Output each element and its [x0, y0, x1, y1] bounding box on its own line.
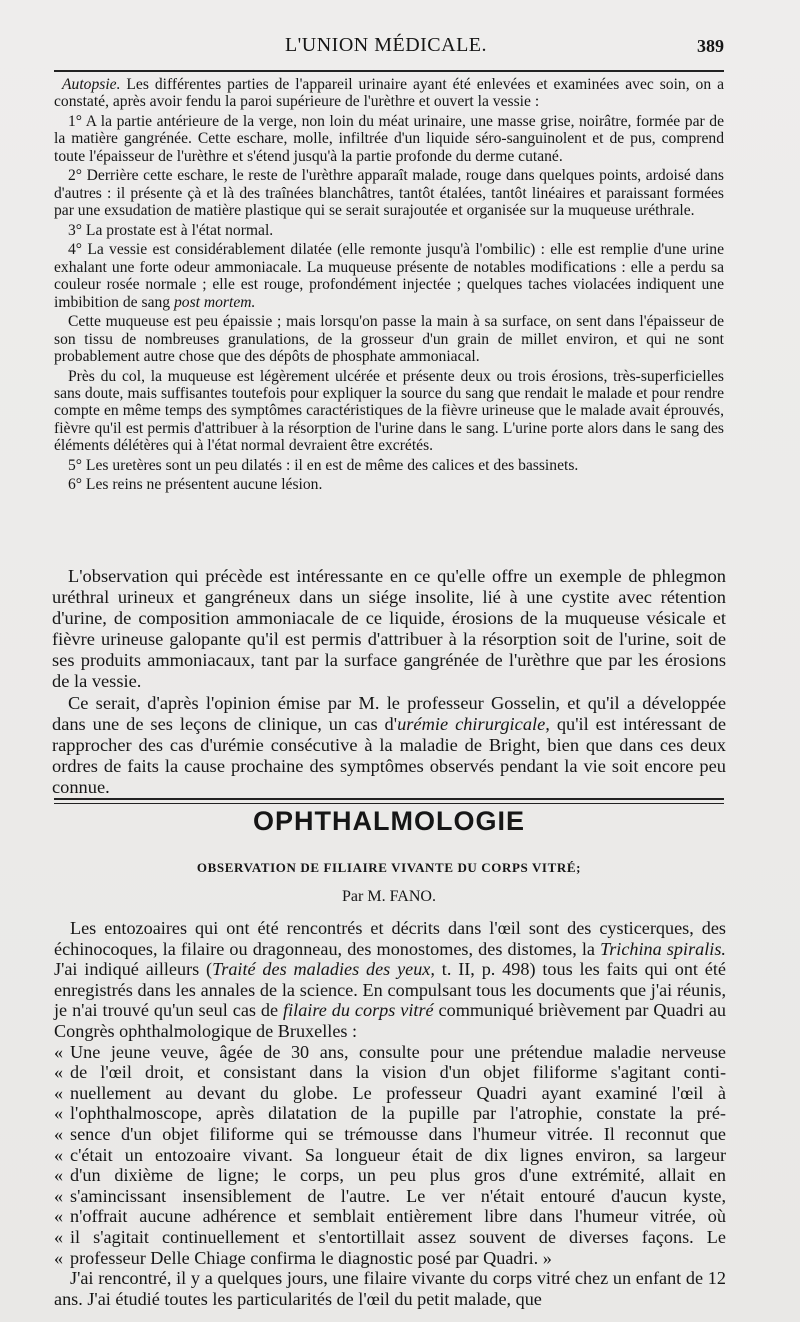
quote-mark: «	[54, 1226, 64, 1247]
quote-text: de l'œil droit, et consistant dans la vision d'un objet filiforme s'agitant conti-	[70, 1062, 726, 1083]
quote-mark: «	[54, 1247, 64, 1268]
ophthalmology-text	[54, 918, 726, 1309]
commentary-p2-a: Ce serait, d'après l'opinion émise par M. le professeur Gosselin, et qu'il a développée dans une de ses leçons de clinique, un cas d'	[52, 693, 726, 734]
quote-mark: «	[54, 1165, 64, 1186]
quote-mark: «	[54, 1082, 64, 1103]
autopsy-item-4	[54, 241, 724, 311]
journal-title: L'UNION MÉDICALE.	[284, 34, 488, 56]
quote-line	[54, 1165, 726, 1186]
autopsy-item-4-italic: post mortem.	[173, 293, 256, 311]
quote-text: professeur Delle Chiage confirma le diagnostic posé par Quadri. »	[70, 1247, 552, 1268]
p1-c: t. II, p. 498) tous les faits qui ont été enregistrés dans les annales de la science. En compulsant tous les documents que j'ai réunis, je n'ai trouvé qu'un seul cas de	[54, 959, 726, 1021]
autopsy-muqueuse-paragraph: Cette muqueuse est peu épaissie ; mais lorsqu'on passe la main à sa surface, on sent dans l'épaisseur de son tissu de nombreuses granulations, de la grosseur d'un grain de millet environ, et qui ne sont probablement autre chose que des dépôts de phosphate ammoniacal.	[54, 313, 724, 366]
autopsy-item-2: 2° Derrière cette eschare, le reste de l'urèthre apparaît malade, rouge dans quelques points, ardoisé dans d'autres : il présente çà et là des traînées blanchâtres, tantôt étalées, tantôt linéaires et paraissant formées par une exsudation de matière plastique qui se serait surajoutée et organisée sur la muqueuse uréthrale.	[54, 167, 724, 220]
commentary-paragraph-2	[52, 693, 726, 798]
quote-text: c'était un entozoaire vivant. Sa longueur était de dix lignes environ, sa largeur	[70, 1144, 726, 1165]
p1-italic-filaire: filaire du corps vitré	[283, 1000, 434, 1021]
quote-mark: «	[54, 1103, 64, 1124]
commentary-p2-b: qu'il est intéressant de rapprocher des cas d'urémie consécutive à la maladie de Bright, bien que dans ces deux ordres de faits la cause prochaine des symptômes observés pendant la vie soit encore peu connue.	[52, 714, 726, 797]
header-rule	[54, 70, 724, 72]
quote-text: s'amincissant insensiblement de l'autre. Le ver n'était entouré d'aucun kyste,	[70, 1185, 726, 1206]
quote-mark: «	[54, 1123, 64, 1144]
page-number: 389	[697, 36, 724, 56]
autopsy-item-5: 5° Les uretères sont un peu dilatés : il en est de même des calices et des bassinets.	[68, 456, 579, 474]
autopsy-item-1: 1° A la partie antérieure de la verge, non loin du méat urinaire, une masse grise, noirâtre, formée par de la matière gangrénée. Cette eschare, molle, infiltrée d'un liquide séro-sanguinolent et de pus, comprend toute l'épaisseur de l'urèthre et s'étend jusqu'à la partie profonde du derme cutané.	[54, 113, 724, 165]
section-rule-top	[54, 798, 724, 800]
quote-mark: «	[54, 1062, 64, 1083]
author-line: Par M. FANO.	[342, 888, 436, 905]
autopsy-section	[54, 76, 724, 496]
quote-line	[54, 1248, 726, 1269]
p1-b: J'ai indiqué ailleurs (	[54, 959, 213, 980]
quote-line	[54, 1227, 726, 1248]
autopsy-item-3: 3° La prostate est à l'état normal.	[68, 221, 274, 239]
autopsy-col-paragraph: Près du col, la muqueuse est légèrement ulcérée et présente deux ou trois érosions, très-superficielles sans doute, mais suffisantes toutefois pour expliquer la source du sang que rendait le malade et pour rendre compte en même temps des symptômes caractéristiques de la fièvre urineuse que le malade avait éprouvés, fièvre qu'il est permis d'attribuer à la résorption de l'urine dans le sang. L'urine porte alors dans le sang des éléments délétères qui à l'état normal devraient être excrétés.	[54, 367, 724, 455]
quote-line	[54, 1145, 726, 1166]
quote-text: nuellement au devant du globe. Le professeur Quadri ayant examiné l'œil à	[70, 1082, 726, 1103]
autopsy-item-4-text: 4° La vessie est considérablement dilatée (elle remonte jusqu'à l'ombilic) : elle est remplie d'une urine exhalant une forte odeur ammoniacale. La muqueuse présente de notables modifications : elle a perdu sa couleur rosée normale ; elle est rouge, profondément injectée ; quelques taches violacées indiquent une imbibition de sang	[54, 241, 724, 311]
quote-line	[54, 1042, 726, 1063]
quadri-quote	[54, 1042, 726, 1269]
ophthalmo-paragraph-1	[54, 918, 726, 1042]
p1-d: communiqué brièvement par Quadri au Congrès ophthalmologique de Bruxelles :	[54, 1000, 726, 1041]
autopsy-intro	[54, 76, 724, 111]
p1-italic-trichina: Trichina spiralis.	[600, 938, 726, 959]
commentary-section	[52, 566, 726, 799]
section-heading: OPHTHALMOLOGIE	[253, 806, 525, 836]
quote-mark: «	[54, 1206, 64, 1227]
quote-text: n'offrait aucune adhérence et semblait entièrement libre dans l'humeur vitrée, où	[70, 1206, 726, 1227]
quote-text: Une jeune veuve, âgée de 30 ans, consulte pour une prétendue maladie nerveuse	[70, 1041, 726, 1062]
running-header	[48, 28, 724, 64]
commentary-paragraph-1: L'observation qui précède est intéressante en ce qu'elle offre un exemple de phlegmon uréthral urineux et gangréneux dans un siége insolite, lié à une cystite avec rétention d'urine, de composition ammoniacale de ce liquide, érosions de la muqueuse vésicale et fièvre urineuse galopante qu'il est permis d'attribuer à la résorption soit de l'urine, soit de ses produits ammoniacaux, tant par la surface gangrénée de l'urèthre que par les érosions de la vessie.	[52, 566, 726, 691]
quote-text: l'ophthalmoscope, après dilatation de la pupille par l'atrophie, constate la pré-	[70, 1103, 726, 1124]
p1-italic-traite: Traité des maladies des yeux,	[212, 959, 435, 980]
quote-text: d'un dixième de ligne; le corps, un peu plus gros d'une extrémité, allait en	[70, 1165, 726, 1186]
quote-line	[54, 1206, 726, 1227]
quote-line	[54, 1083, 726, 1104]
quote-text: il s'agitait continuellement et s'entortillait assez souvent de diverses façons. Le	[70, 1226, 726, 1247]
p1-a: Les entozoaires qui ont été rencontrés et décrits dans l'œil sont des cysticerques, des échinocoques, la filaire ou dragonneau, des monostomes, des distomes, la	[54, 918, 726, 959]
quote-mark: «	[54, 1185, 64, 1206]
observation-title: OBSERVATION DE FILIAIRE VIVANTE DU CORPS VITRÉ;	[196, 860, 582, 875]
quote-mark: «	[54, 1041, 64, 1062]
ophthalmo-paragraph-2: J'ai rencontré, il y a quelques jours, une filaire vivante du corps vitré chez un enfant de 12 ans. J'ai étudié toutes les particularités de l'œil du petit malade, que	[54, 1268, 726, 1309]
autopsy-label: Autopsie.	[62, 76, 121, 93]
autopsy-intro-text: Les différentes parties de l'appareil urinaire ayant été enlevées et examinées avec soin, on a constaté, après avoir fendu la paroi supérieure de l'urèthre et ouvert la vessie :	[54, 76, 724, 111]
quote-line	[54, 1124, 726, 1145]
autopsy-item-6: 6° Les reins ne présentent aucune lésion.	[68, 476, 323, 494]
quote-line	[54, 1062, 726, 1083]
quote-text: sence d'un objet filiforme qui se trémousse dans l'humeur vitrée. Il reconnut que	[70, 1123, 726, 1144]
quote-line	[54, 1186, 726, 1207]
commentary-p2-italic: urémie chirurgicale,	[397, 714, 550, 734]
quote-mark: «	[54, 1144, 64, 1165]
quote-line	[54, 1103, 726, 1124]
section-rule-bottom	[54, 803, 724, 804]
